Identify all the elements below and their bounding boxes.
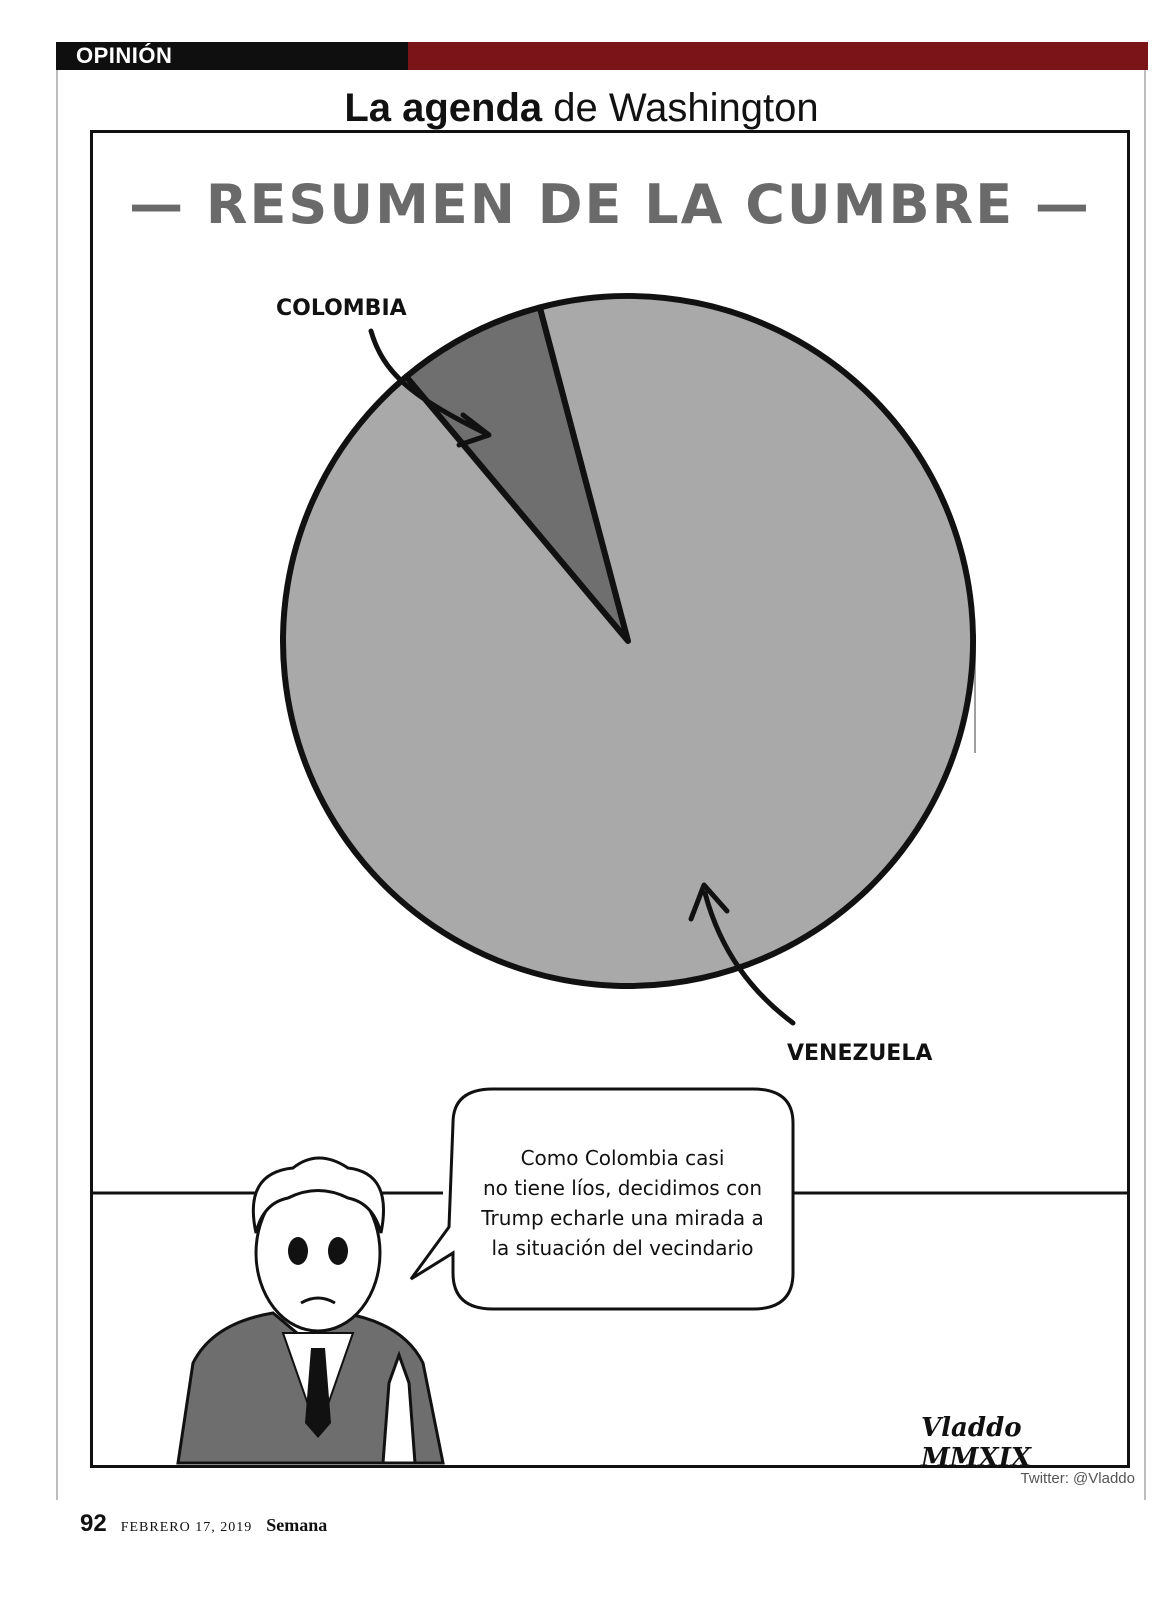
page-edge-right xyxy=(1144,70,1146,1500)
page-number: 92 xyxy=(80,1510,107,1537)
section-header xyxy=(56,42,1148,70)
character-illustration xyxy=(178,1158,443,1463)
speech-line: la situación del vecindario xyxy=(491,1236,754,1260)
pie-label-colombia: COLOMBIA xyxy=(276,296,407,321)
page-footer xyxy=(80,1510,327,1538)
page-title-bold: La agenda xyxy=(344,86,543,130)
section-label: OPINIÓN xyxy=(56,42,408,70)
character-eye-left xyxy=(288,1237,308,1265)
speech-line: Trump echarle una mirada a xyxy=(481,1206,764,1230)
section-accent-bar xyxy=(408,42,1148,70)
page-edge-left xyxy=(56,70,58,1500)
pie-chart xyxy=(276,296,973,1066)
artist-signature: Vladdo MMXIX xyxy=(921,1413,1032,1473)
magazine-name: Semana xyxy=(266,1515,328,1535)
character-eye-right xyxy=(328,1237,348,1265)
page-title xyxy=(0,84,1163,132)
cartoon-title: — RESUMEN DE LA CUMBRE — xyxy=(129,173,1091,236)
cartoon-svg xyxy=(93,133,1127,1465)
speech-line: Como Colombia casi xyxy=(520,1146,725,1170)
page-title-rest: de Washington xyxy=(553,86,819,130)
issue-date: FEBRERO 17, 2019 xyxy=(120,1520,253,1535)
pie-label-venezuela: VENEZUELA xyxy=(787,1041,933,1066)
twitter-credit: Twitter: @Vladdo xyxy=(1020,1470,1135,1487)
speech-bubble-text xyxy=(465,1143,780,1263)
speech-line: no tiene líos, decidimos con xyxy=(482,1176,762,1200)
cartoon-panel xyxy=(90,130,1130,1473)
pie-slice-venezuela xyxy=(283,296,973,986)
